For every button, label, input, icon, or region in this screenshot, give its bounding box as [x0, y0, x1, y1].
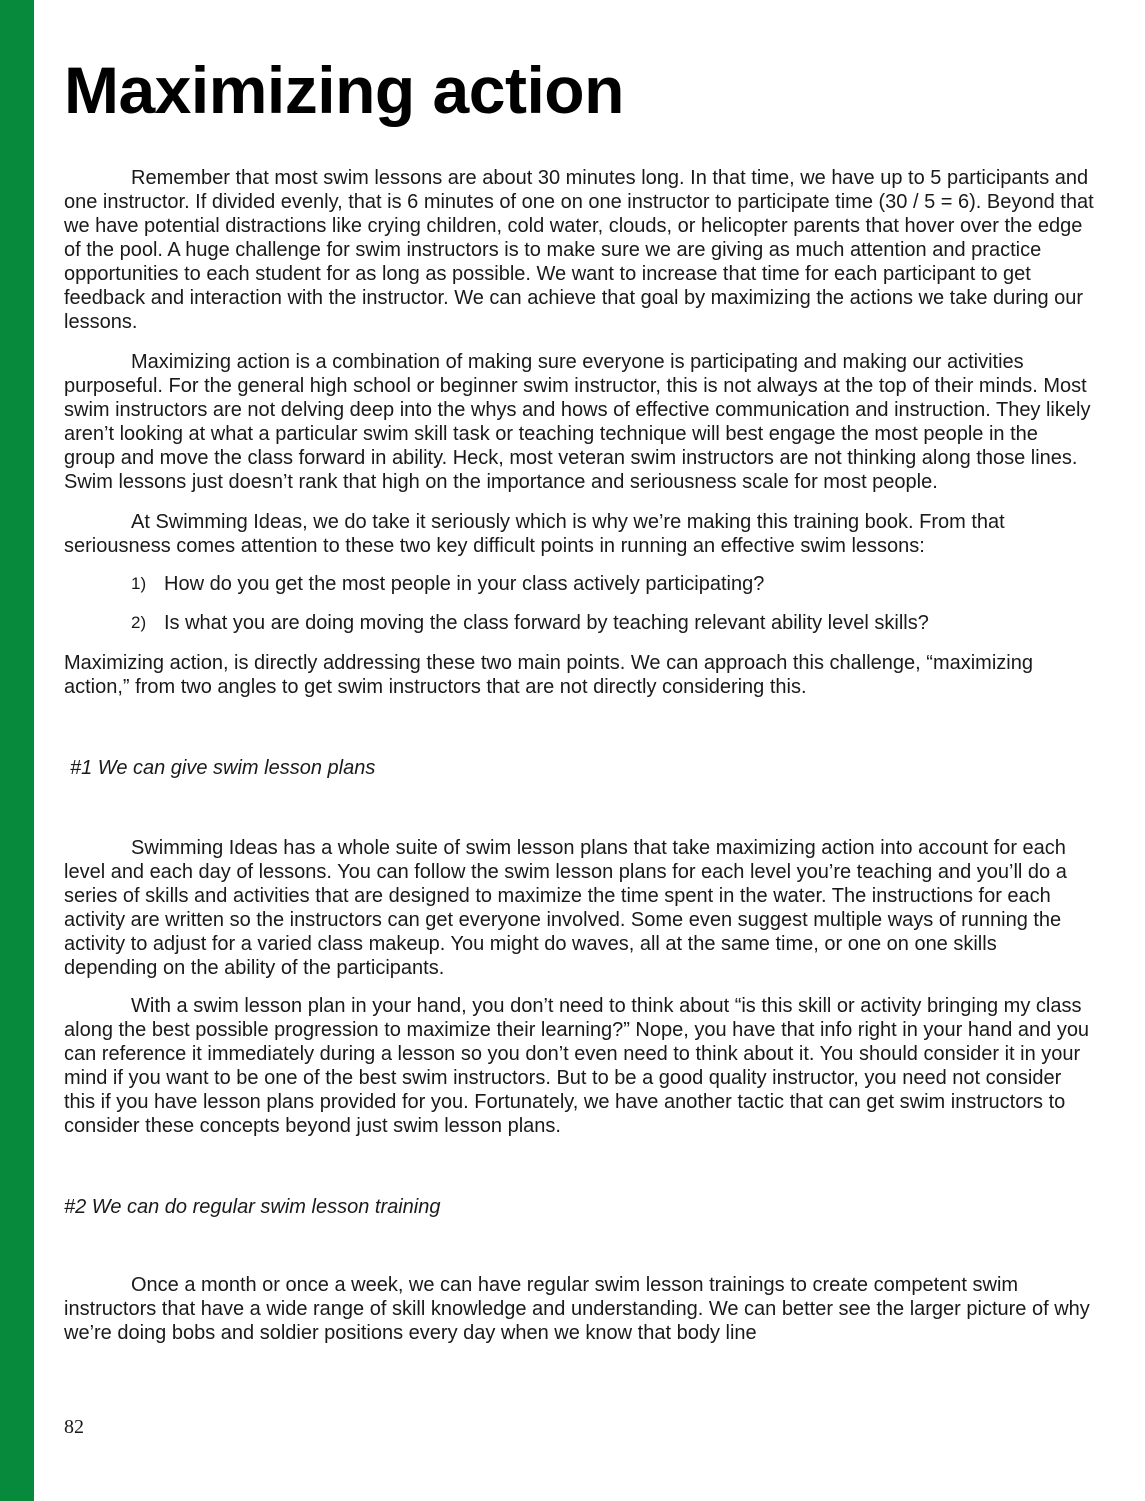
paragraph-5: Swimming Ideas has a whole suite of swim lesson plans that take maximizing action into account for each level and each day of lessons. You can follow the swim lesson plans for each level you’re teaching and you’ll do a series of skills and activities that are designed to maximize the time spent in the water. The instructions for each activity are written so the instructors can get everyone involved. Some even suggest multiple ways of running the activity to adjust for a varied class makeup. You might do waves, all at the same time, or one on one skills depending on the ability of the participants. — [64, 837, 1067, 979]
green-side-bar — [0, 0, 34, 1501]
page-title: Maximizing action — [64, 53, 624, 127]
list-item — [64, 572, 1094, 596]
question-list — [64, 572, 1094, 635]
paragraph-2: Maximizing action is a combination of making sure everyone is participating and making our activities purposeful. For the general high school or beginner swim instructor, this is not always at the top of their minds. Most swim instructors are not delving deep into the whys and hows of effective communication and instruction. They likely aren’t looking at what a particular swim skill task or teaching technique will best engage the most people in the group and move the class forward in ability. Heck, most veteran swim instructors are not thinking along those lines. Swim lessons just doesn’t rank that high on the importance and seriousness scale for most people. — [64, 351, 1091, 493]
section-heading-1: #1 We can give swim lesson plans — [70, 757, 376, 779]
section-heading-2: #2 We can do regular swim lesson training — [64, 1196, 441, 1218]
paragraph-4: Maximizing action, is directly addressing these two main points. We can approach this challenge, “maximizing action,” from two angles to get swim instructors that are not directly considering this. — [64, 652, 1033, 698]
paragraph-1: Remember that most swim lessons are about 30 minutes long. In that time, we have up to 5 participants and one instructor. If divided evenly, that is 6 minutes of one on one instructor to participate time (30 / 5 = 6). Beyond that we have potential distractions like crying children, cold water, clouds, or helicopter parents that hover over the edge of the pool. A huge challenge for swim instructors is to make sure we are giving as much attention and practice opportunities to each student for as long as possible. We want to increase that time for each participant to get feedback and interaction with the instructor. We can achieve that goal by maximizing the actions we take during our lessons. — [64, 167, 1094, 333]
paragraph-3: At Swimming Ideas, we do take it seriously which is why we’re making this training book. From that seriousness comes attention to these two key difficult points in running an effective swim lessons: — [64, 511, 1005, 557]
list-text: How do you get the most people in your class actively participating? — [164, 573, 765, 595]
paragraph-7: Once a month or once a week, we can have regular swim lesson trainings to create competent swim instructors that have a wide range of skill knowledge and understanding. We can better see the larger picture of why we’re doing bobs and soldier positions every day when we know that body line — [64, 1274, 1090, 1344]
article-body — [64, 166, 1094, 1345]
list-text: Is what you are doing moving the class forward by teaching relevant ability level skills? — [164, 612, 929, 634]
list-number: 1) — [131, 574, 147, 593]
list-item — [64, 611, 1094, 635]
list-number: 2) — [131, 613, 147, 632]
page-number: 82 — [64, 1416, 84, 1438]
paragraph-6: With a swim lesson plan in your hand, you don’t need to think about “is this skill or activity bringing my class along the best possible progression to maximize their learning?” Nope, you have that info right in your hand and you can reference it immediately during a lesson so you don’t even need to think about it. You should consider it in your mind if you want to be one of the best swim instructors. But to be a good quality instructor, you need not consider this if you have lesson plans provided for you. Fortunately, we have another tactic that can get swim instructors to consider these concepts beyond just swim lesson plans. — [64, 995, 1090, 1137]
